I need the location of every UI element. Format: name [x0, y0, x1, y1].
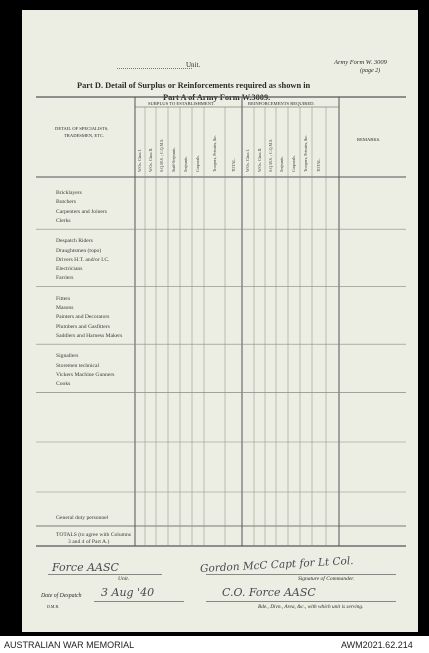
page-reference: (page 2): [360, 68, 381, 74]
signature-line: [206, 574, 396, 575]
reinforcement-col-header: S.Q.M.S. ; C.Q.M.S.: [267, 138, 273, 172]
reinforcement-col-header: W.Os. Class I.: [245, 149, 250, 172]
footer-right: AWM2021.62.214: [341, 640, 413, 650]
surplus-col-header: TOTAL.: [230, 158, 236, 172]
row-label: Fitters: [56, 295, 71, 302]
totals-label-line2: 3 and 4 of Part A.): [68, 539, 110, 545]
despatch-label: Date of Despatch: [41, 593, 82, 599]
row-label: Painters and Decorators: [56, 314, 110, 321]
row-label: Plumbers and Gasfitters: [56, 323, 110, 330]
row-label: Clerks: [56, 217, 71, 224]
row-label: Bricklayers: [56, 190, 82, 196]
surplus-col-header: Serjeants.: [183, 156, 188, 172]
reinforcement-col-header: Troopers, Privates, &c.: [303, 134, 308, 172]
form-title-line1: Part D. Detail of Surplus or Reinforcements required as shown in: [77, 81, 311, 90]
surplus-col-header: S.Q.M.S. ; C.Q.M.S.: [159, 138, 164, 172]
detail-header-line2: TRADESMEN, ETC.: [64, 133, 105, 138]
surplus-header: SURPLUS TO ESTABLISHMENT.: [148, 101, 215, 106]
reinforcement-col-header: W.Os. Class II.: [256, 147, 262, 172]
date-line: [94, 601, 184, 602]
surplus-col-header: Corporals.: [195, 155, 200, 172]
row-label: Draughtsmen (topo): [56, 247, 102, 254]
unit-line: [48, 574, 162, 575]
handwritten-unit: Force AASC: [52, 561, 119, 574]
reinforcement-col-header: Corporals.: [291, 155, 296, 172]
reinforcements-header: REINFORCEMENTS REQUIRED.: [248, 101, 315, 106]
row-label: Cooks: [56, 381, 71, 388]
reinforcement-col-header: Serjeants.: [279, 156, 284, 172]
handwritten-signature: Gordon McC Capt for Lt Col.: [199, 554, 354, 576]
stamp-code: D.M.R.: [47, 604, 60, 609]
signature-label: Signature of Commander.: [298, 576, 355, 582]
archive-footer: [0, 636, 429, 653]
handwritten-bde: C.O. Force AASC: [222, 586, 316, 599]
row-label: Butchers: [56, 199, 76, 206]
reinforcement-col-header: TOTAL.: [316, 158, 321, 172]
row-label: Saddlers and Harness Makers: [56, 332, 123, 339]
footer-left: AUSTRALIAN WAR MEMORIAL: [4, 640, 135, 650]
row-label: Storemen technical: [56, 362, 100, 369]
form-sheet: [22, 10, 418, 632]
surplus-col-header: Troopers, Privates, &c.: [211, 134, 217, 172]
row-label: Farriers: [56, 275, 74, 282]
bottom-unit-label: Unit.: [118, 576, 130, 582]
surplus-col-header: W.Os. Class I.: [137, 149, 142, 172]
bde-line: [206, 601, 396, 602]
form-reference: Army Form W. 3009: [334, 59, 387, 66]
general-duty-label: General duty personnel: [56, 515, 109, 521]
row-label: Carpenters and Joiners: [56, 208, 107, 215]
bde-label: Bde., Divn., Area, &c., with which unit is serving.: [258, 604, 364, 610]
row-label: Masons: [56, 305, 74, 311]
unit-label: Unit.: [186, 61, 201, 69]
row-label: Signallers: [56, 353, 79, 360]
form-title-line2: Part A of Army Form W.3009.: [163, 93, 271, 102]
totals-label-line1: TOTALS (to agree with Columns: [56, 532, 131, 538]
row-label: Despatch Riders: [56, 238, 93, 245]
handwritten-date: 3 Aug '40: [101, 586, 155, 599]
surplus-col-header: Staff-Serjeants.: [171, 147, 176, 172]
remarks-header: REMARKS.: [357, 137, 381, 142]
row-label: Electricians: [56, 266, 83, 273]
detail-header-line1: DETAIL OF SPECIALISTS,: [55, 126, 109, 131]
row-label: Vickers Machine Gunners: [56, 371, 115, 378]
row-label: Drivers H.T. and/or I.C.: [56, 256, 110, 263]
surplus-col-header: W.Os. Class II.: [147, 147, 153, 172]
